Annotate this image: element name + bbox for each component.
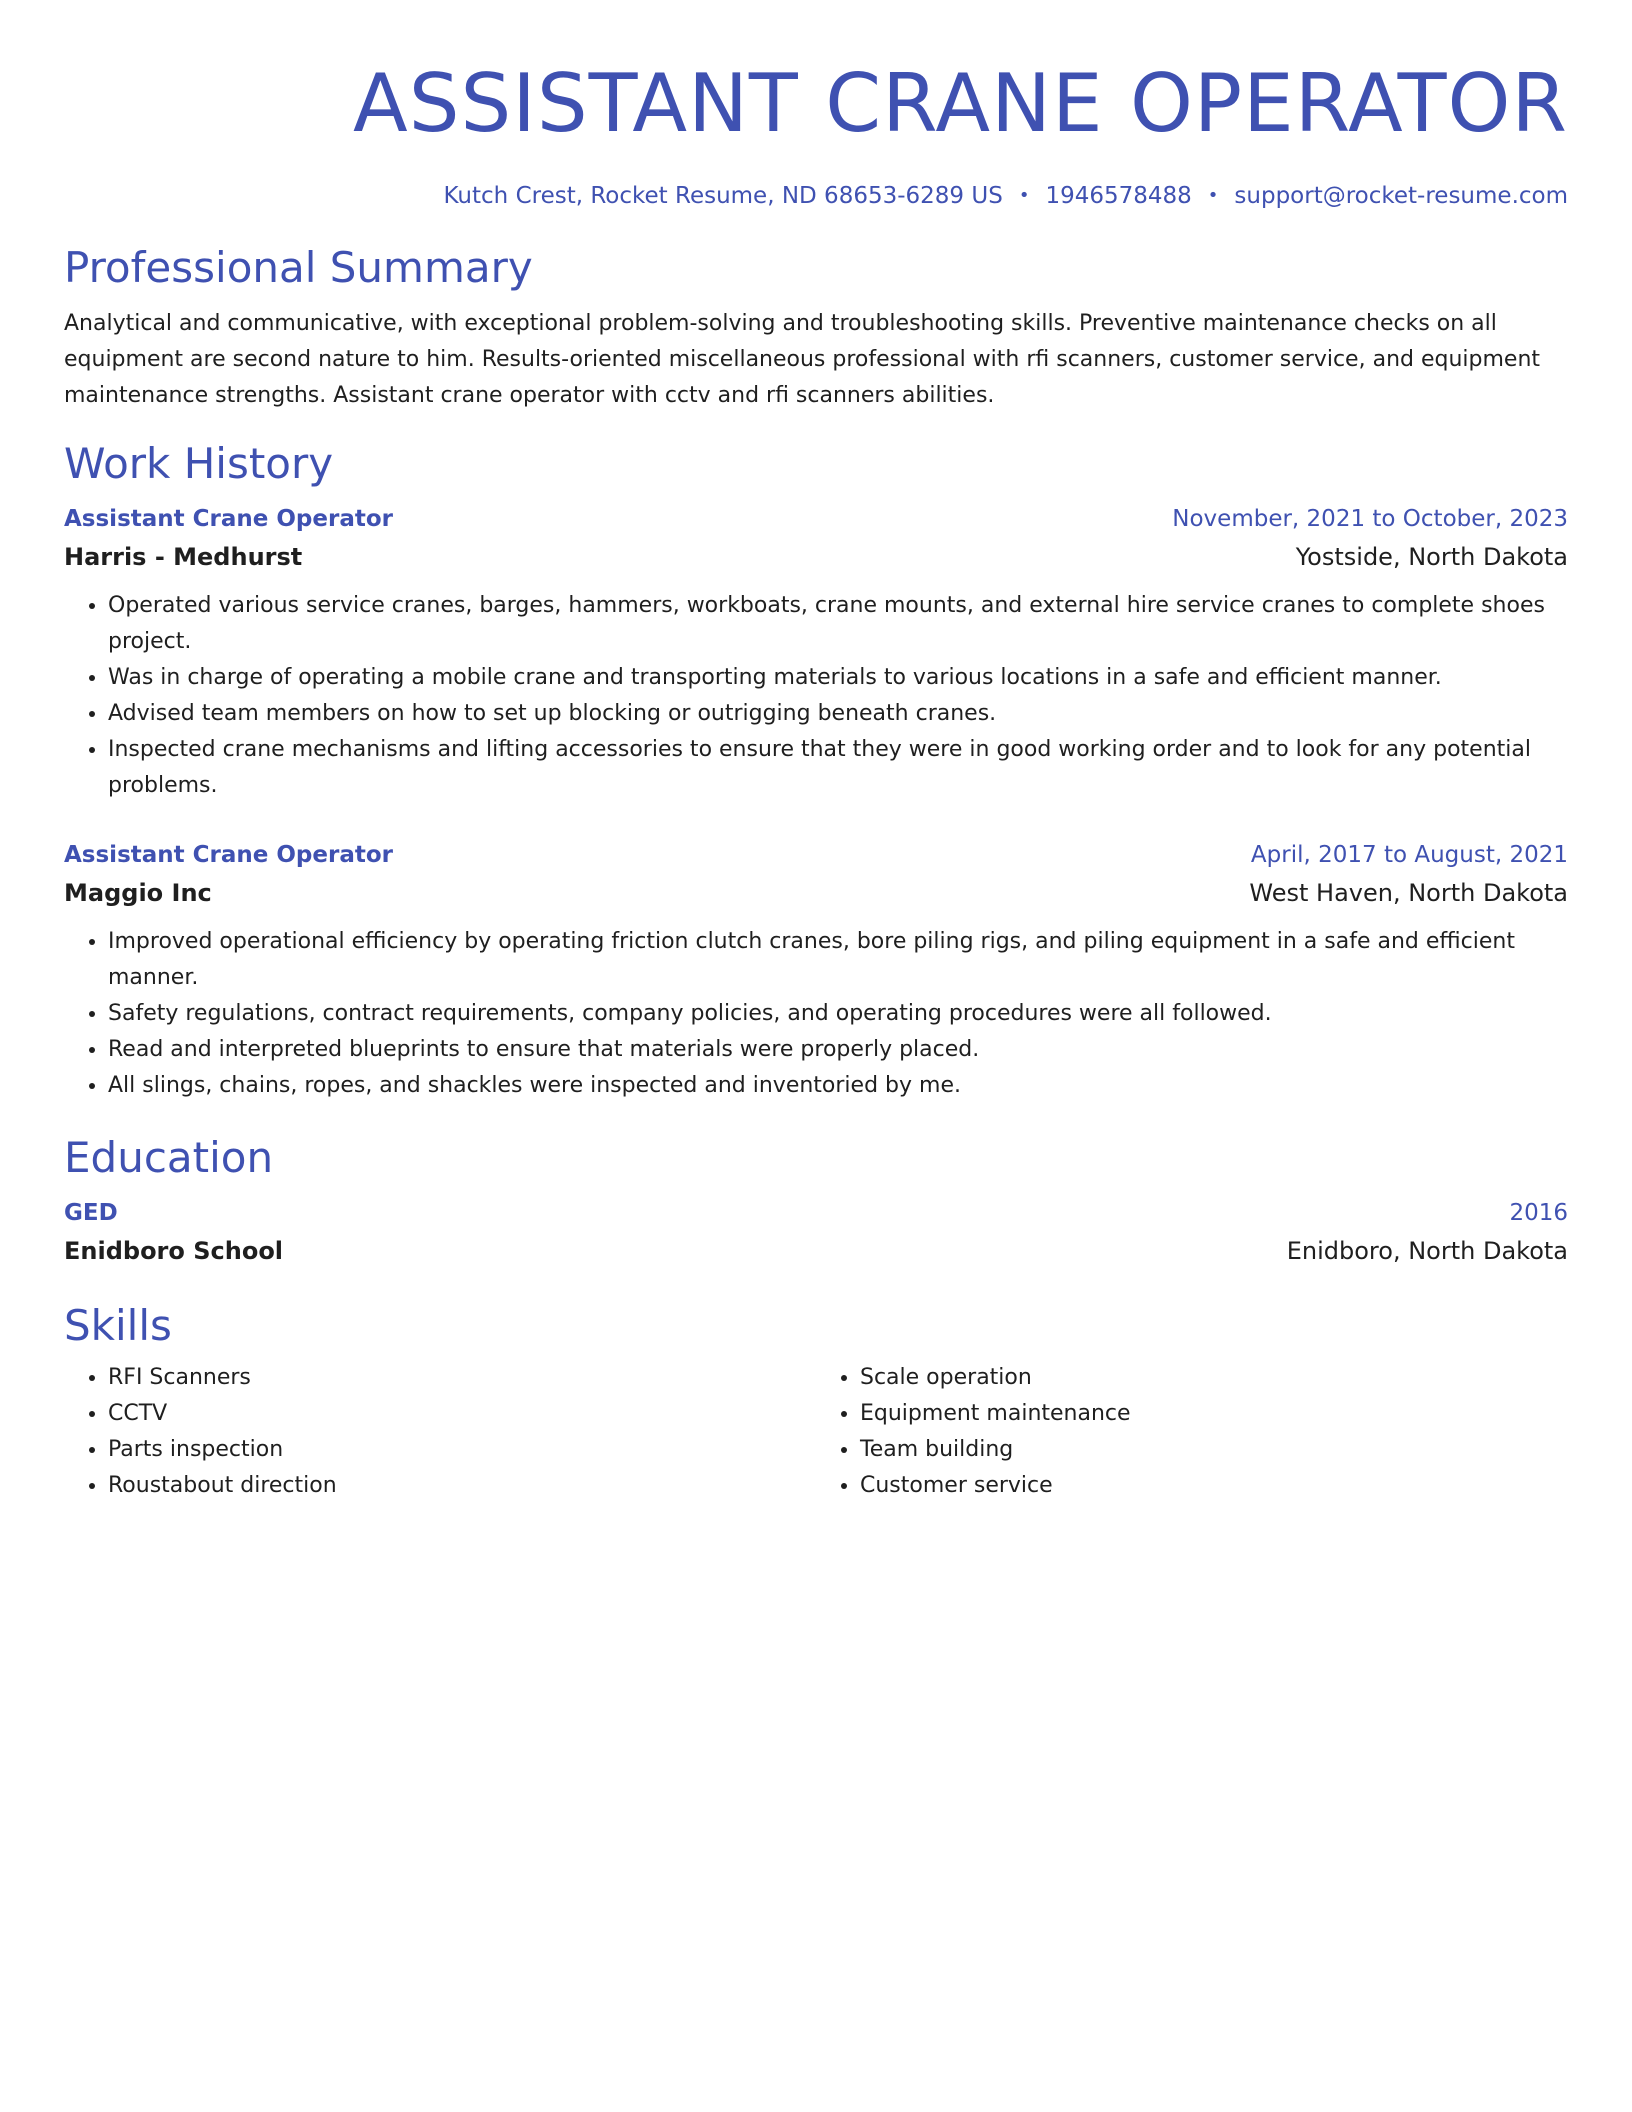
job-bullets [64,588,1568,804]
job-bullet: • Was in charge of operating a mobile crane and transporting materials to various locations in a safe and efficient manner. [108,660,1568,696]
skills-column-right [816,1360,1568,1504]
section-title-work-history: Work History [64,439,334,488]
job-location: West Haven, North Dakota [1249,879,1568,907]
contact-phone: 1946578488 [1045,183,1192,209]
job-bullet: • Read and interpreted blueprints to ensure that materials were properly placed. [108,1032,1568,1068]
job-header-row [64,500,1568,538]
job-bullet: • Improved operational efficiency by operating friction clutch cranes, bore piling rigs, and piling equipment in a safe and efficient manner. [108,924,1568,996]
education-location: Enidboro, North Dakota [1286,1237,1568,1265]
job-bullet: • Operated various service cranes, barges, hammers, workboats, crane mounts, and external hire service cranes to complete shoes project. [108,588,1568,660]
skill-item: • RFI Scanners [108,1360,816,1396]
job-position: Assistant Crane Operator [64,506,393,532]
job-bullets [64,924,1568,1104]
education-degree: GED [64,1200,118,1226]
skill-item: • Parts inspection [108,1432,816,1468]
skills-column-left [64,1360,816,1504]
section-title-skills: Skills [64,1301,172,1350]
professional-summary-section [64,242,1568,414]
skill-item: • CCTV [108,1396,816,1432]
job-bullet: • Safety regulations, contract requirements, company policies, and operating procedures were all followed. [108,996,1568,1032]
candidate-title: ASSISTANT CRANE OPERATOR [353,57,1568,150]
job-bullet: • Inspected crane mechanisms and lifting accessories to ensure that they were in good working order and to look for any potential problems. [108,732,1568,804]
education-section [64,1132,1568,1270]
education-school: Enidboro School [64,1237,284,1265]
job-location: Yostside, North Dakota [1295,543,1568,571]
skill-item: • Team building [860,1432,1568,1468]
skill-item: • Roustabout direction [108,1468,816,1504]
education-school-row [64,1232,1568,1270]
job-bullet: • All slings, chains, ropes, and shackles were inspected and inventoried by me. [108,1068,1568,1104]
work-history-section [64,438,1568,1104]
job-company: Maggio Inc [64,879,212,907]
job-bullet: • Advised team members on how to set up blocking or outrigging beneath cranes. [108,696,1568,732]
job-position: Assistant Crane Operator [64,842,393,868]
resume-header [64,56,1568,212]
skills-grid [64,1360,1568,1504]
section-title-summary: Professional Summary [64,243,533,292]
skills-section [64,1300,1568,1504]
job-company-row [64,538,1568,576]
education-entry [64,1194,1568,1270]
job-header-row [64,836,1568,874]
section-title-education: Education [64,1133,274,1182]
skill-item: • Scale operation [860,1360,1568,1396]
job-company-row [64,874,1568,912]
contact-email: support@rocket-resume.com [1234,183,1568,209]
skill-item: • Equipment maintenance [860,1396,1568,1432]
education-year: 2016 [1509,1200,1568,1226]
job-entry [64,836,1568,1104]
summary-text: Analytical and communicative, with exceptional problem-solving and troubleshooting skills. Preventive maintenance checks on all equipment are second nature to him. Results-oriented miscellaneous professional with rfi scanners, customer service, and equipment maintenance strengths. Assistant crane operator with cctv and rfi scanners abilities. [64,311,1541,408]
job-entry [64,500,1568,804]
contact-separator: • [1207,185,1219,206]
contact-line [64,180,1568,212]
job-dates: November, 2021 to October, 2023 [1172,506,1568,532]
skill-item: • Customer service [860,1468,1568,1504]
job-dates: April, 2017 to August, 2021 [1250,842,1568,868]
contact-separator: • [1018,185,1030,206]
job-company: Harris - Medhurst [64,543,303,571]
education-header-row [64,1194,1568,1232]
contact-address: Kutch Crest, Rocket Resume, ND 68653-6289 US [443,183,1003,209]
